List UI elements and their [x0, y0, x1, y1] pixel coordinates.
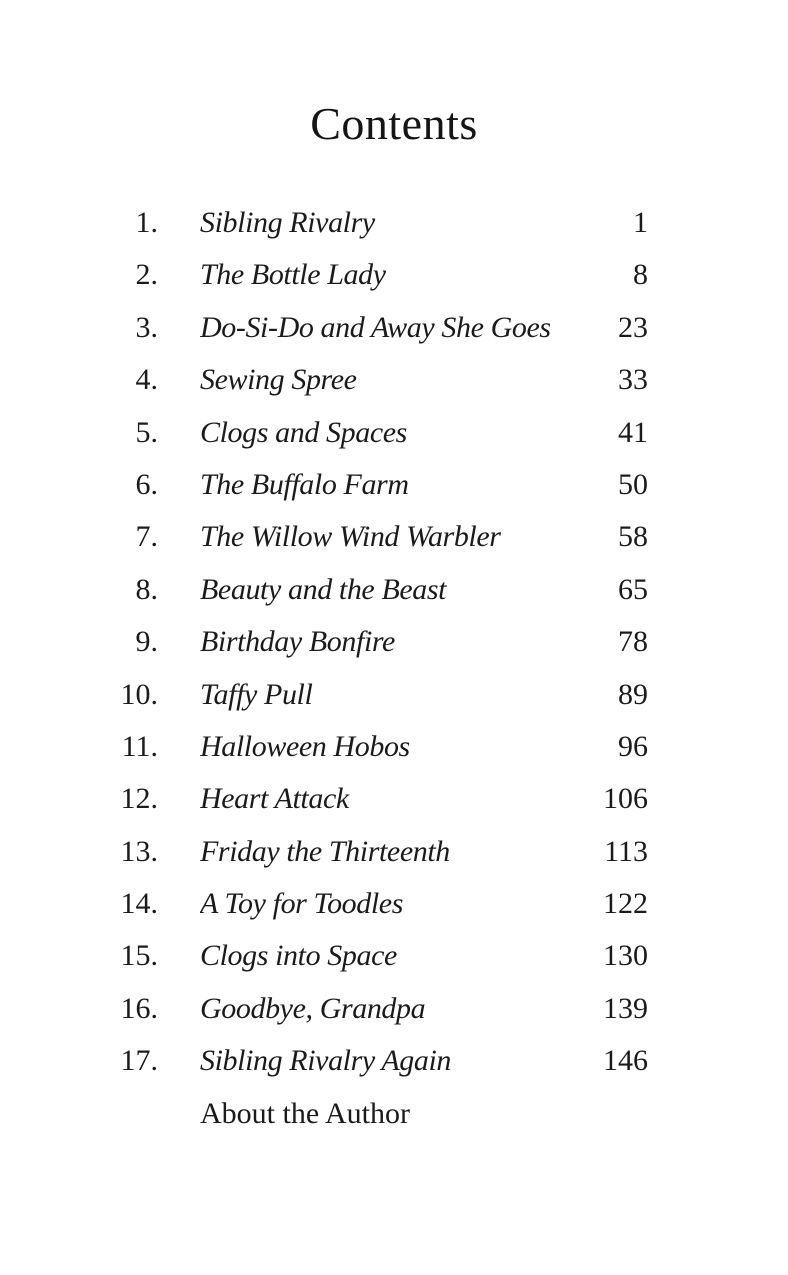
toc-row	[120, 930, 648, 982]
chapter-number: 15.	[120, 939, 158, 973]
toc-row	[120, 1035, 648, 1087]
toc-row	[120, 721, 648, 773]
chapter-number: 8.	[135, 572, 158, 606]
chapter-number: 13.	[120, 834, 158, 868]
chapter-page: 1	[633, 206, 648, 239]
chapter-title: Sewing Spree	[200, 363, 357, 397]
chapter-title: The Bottle Lady	[200, 258, 386, 292]
chapter-title: Heart Attack	[200, 782, 349, 816]
chapter-page: 33	[618, 363, 648, 397]
toc-row	[120, 354, 648, 406]
chapter-title: About the Author	[200, 1096, 410, 1130]
chapter-number: 2.	[135, 258, 158, 292]
chapter-number: 17.	[120, 1044, 158, 1078]
table-of-contents	[120, 197, 648, 1140]
chapter-page: 89	[618, 677, 648, 711]
chapter-number: 12.	[120, 782, 158, 816]
chapter-title: Sibling Rivalry Again	[200, 1044, 452, 1078]
toc-row	[120, 983, 648, 1035]
toc-row	[120, 878, 648, 930]
chapter-title: Taffy Pull	[200, 677, 313, 711]
chapter-page: 58	[618, 520, 648, 554]
chapter-number: 14.	[120, 887, 158, 921]
toc-row	[120, 407, 648, 459]
chapter-page: 106	[603, 782, 648, 816]
chapter-page: 78	[618, 625, 648, 659]
chapter-page: 8	[633, 258, 648, 292]
chapter-number: 3.	[135, 310, 158, 344]
chapter-title: Friday the Thirteenth	[200, 834, 450, 868]
chapter-title: Birthday Bonfire	[200, 625, 395, 659]
chapter-title: The Willow Wind Warbler	[200, 520, 501, 554]
chapter-number: 1.	[135, 206, 158, 239]
chapter-title: Halloween Hobos	[200, 729, 410, 763]
chapter-page: 65	[618, 572, 648, 606]
toc-row	[120, 249, 648, 301]
chapter-page: 146	[603, 1044, 648, 1078]
chapter-title: A Toy for Toodles	[200, 887, 403, 921]
toc-row	[120, 302, 648, 354]
toc-row	[120, 616, 648, 668]
chapter-number: 7.	[135, 520, 158, 554]
chapter-title: Goodbye, Grandpa	[200, 991, 426, 1025]
chapter-page: 23	[618, 310, 648, 344]
about-the-author-row	[120, 1088, 648, 1140]
chapter-title: Do-Si-Do and Away She Goes	[200, 310, 551, 344]
chapter-page: 122	[603, 887, 648, 921]
toc-row	[120, 564, 648, 616]
contents-heading: Contents	[310, 98, 478, 149]
toc-row	[120, 459, 648, 511]
chapter-page: 139	[603, 991, 648, 1025]
chapter-number: 6.	[135, 467, 158, 501]
toc-row	[120, 197, 648, 249]
chapter-page: 130	[603, 939, 648, 973]
chapter-page: 96	[618, 729, 648, 763]
chapter-page: 113	[604, 834, 648, 868]
chapter-number: 9.	[135, 625, 158, 659]
toc-row	[120, 669, 648, 721]
chapter-number: 16.	[120, 991, 158, 1025]
chapter-title: Sibling Rivalry	[200, 206, 375, 239]
toc-row	[120, 826, 648, 878]
chapter-number: 11.	[121, 729, 158, 763]
chapter-number: 4.	[135, 363, 158, 397]
chapter-title: The Buffalo Farm	[200, 467, 409, 501]
toc-row	[120, 773, 648, 825]
chapter-number: 5.	[135, 415, 158, 449]
chapter-number: 10.	[120, 677, 158, 711]
chapter-page: 41	[618, 415, 648, 449]
chapter-title: Beauty and the Beast	[200, 572, 447, 606]
chapter-page: 50	[618, 467, 648, 501]
chapter-title: Clogs and Spaces	[200, 415, 407, 449]
chapter-title: Clogs into Space	[200, 939, 397, 973]
toc-row	[120, 511, 648, 563]
